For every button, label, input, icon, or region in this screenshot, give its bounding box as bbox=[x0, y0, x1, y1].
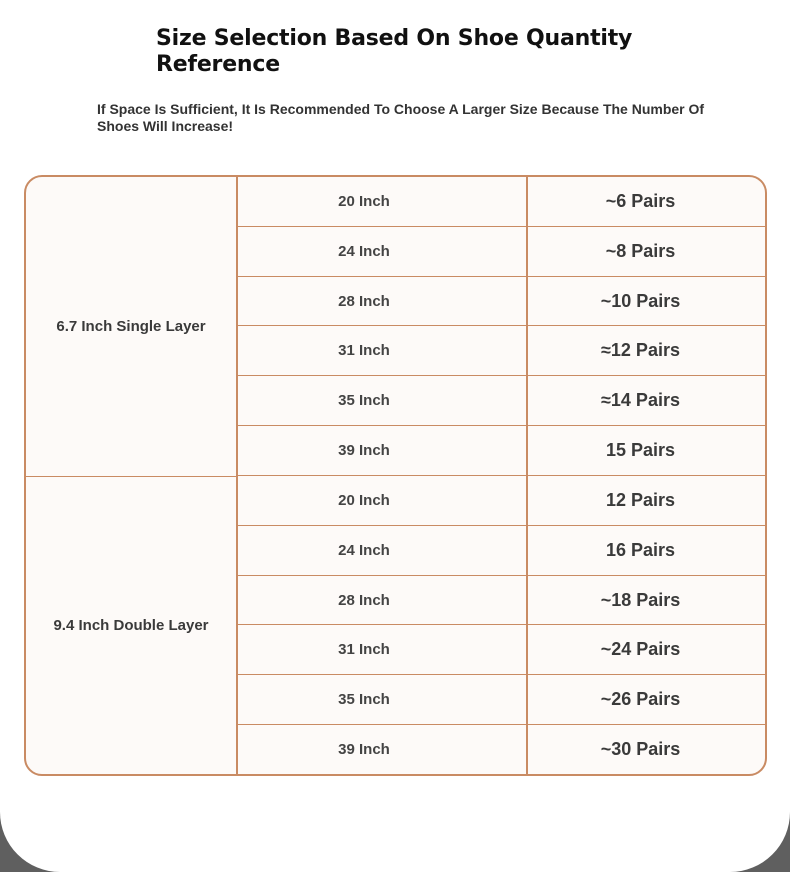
size-cell: 20 Inch bbox=[338, 192, 390, 210]
table-row bbox=[238, 227, 765, 277]
size-cell: 24 Inch bbox=[338, 541, 390, 559]
table-row bbox=[238, 277, 765, 327]
size-cell: 39 Inch bbox=[338, 741, 390, 759]
pairs-cell: ≈14 Pairs bbox=[601, 390, 680, 411]
pairs-cell: ~18 Pairs bbox=[600, 589, 681, 610]
page-subtitle: If Space Is Sufficient, It Is Recommended To Choose A Larger Size Because The Number Of Shoes Will Increase! bbox=[97, 101, 705, 134]
pairs-cell: ~30 Pairs bbox=[600, 739, 681, 760]
layer-label-single: 6.7 Inch Single Layer bbox=[56, 318, 206, 335]
table-row bbox=[238, 476, 765, 526]
table-row bbox=[238, 725, 765, 774]
size-cell: 20 Inch bbox=[338, 491, 390, 509]
size-cell: 28 Inch bbox=[338, 591, 390, 609]
pairs-cell: ~8 Pairs bbox=[605, 240, 676, 261]
table-row bbox=[238, 625, 765, 675]
size-cell: 35 Inch bbox=[338, 392, 390, 410]
table-row bbox=[238, 177, 765, 227]
table-row bbox=[238, 326, 765, 376]
pairs-cell: ~10 Pairs bbox=[600, 290, 681, 311]
pairs-cell: ~6 Pairs bbox=[605, 190, 676, 211]
layer-label-double: 9.4 Inch Double Layer bbox=[53, 616, 209, 634]
page-title: Size Selection Based On Shoe Quantity Reference bbox=[156, 26, 633, 77]
size-cell: 31 Inch bbox=[338, 342, 390, 360]
pairs-cell: ≈12 Pairs bbox=[601, 340, 680, 361]
size-cell: 24 Inch bbox=[338, 242, 390, 260]
table-row bbox=[238, 526, 765, 576]
pairs-cell: ~24 Pairs bbox=[600, 639, 681, 660]
table-row bbox=[238, 426, 765, 476]
table-row bbox=[238, 576, 765, 626]
size-cell: 39 Inch bbox=[338, 442, 390, 460]
table-row bbox=[238, 675, 765, 725]
size-cell: 28 Inch bbox=[338, 292, 390, 310]
size-reference-table bbox=[24, 175, 767, 776]
pairs-cell: ~26 Pairs bbox=[600, 689, 681, 710]
size-cell: 35 Inch bbox=[338, 691, 390, 709]
pairs-cell: 15 Pairs bbox=[605, 440, 676, 461]
table-row bbox=[238, 376, 765, 426]
table-rows bbox=[238, 177, 765, 774]
pairs-cell: 12 Pairs bbox=[605, 489, 676, 510]
pairs-cell: 16 Pairs bbox=[605, 539, 676, 560]
size-cell: 31 Inch bbox=[338, 641, 390, 659]
